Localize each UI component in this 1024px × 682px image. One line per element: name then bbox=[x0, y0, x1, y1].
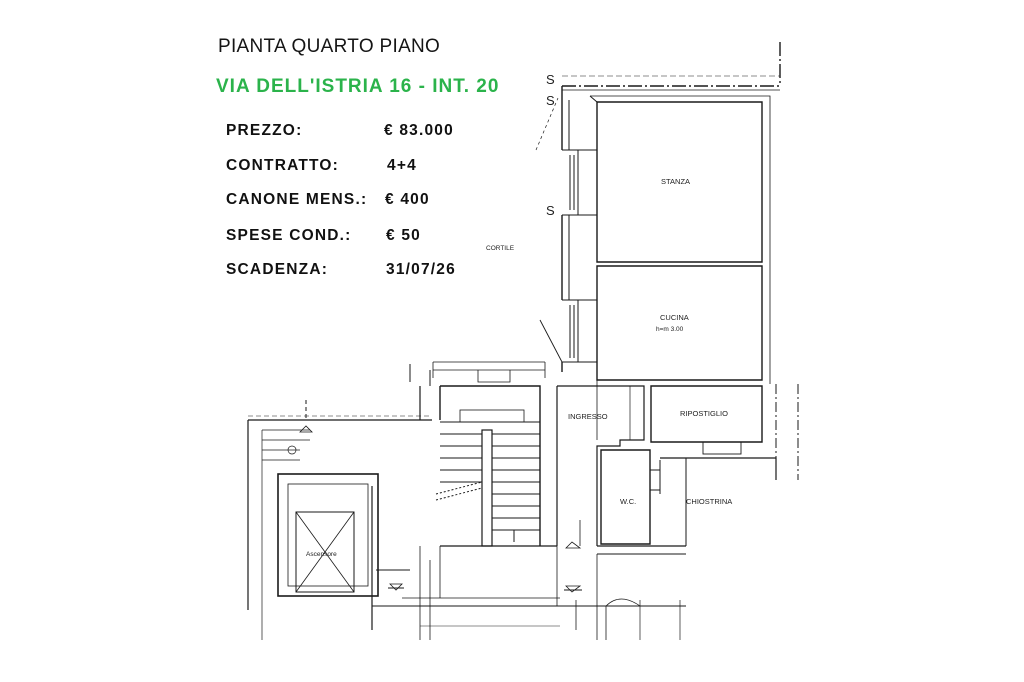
room-stanza: STANZA bbox=[661, 177, 691, 186]
property-address: VIA DELL'ISTRIA 16 - INT. 20 bbox=[216, 76, 500, 97]
monthly-rent-label: CANONE MENS.: bbox=[226, 191, 368, 208]
contract-value: 4+4 bbox=[387, 157, 417, 174]
room-ingresso: INGRESSO bbox=[568, 412, 608, 421]
marker-s3: S bbox=[546, 203, 555, 218]
condo-fees-label: SPESE COND.: bbox=[226, 227, 352, 244]
room-chiostrina: CHIOSTRINA bbox=[686, 497, 733, 506]
monthly-rent-value: € 400 bbox=[385, 191, 430, 208]
label-cortile: CORTILE bbox=[486, 245, 515, 252]
marker-s1: S bbox=[546, 72, 555, 87]
marker-s2: S bbox=[546, 93, 555, 108]
expiry-value: 31/07/26 bbox=[386, 261, 456, 278]
price-value: € 83.000 bbox=[384, 122, 454, 139]
expiry-label: SCADENZA: bbox=[226, 261, 329, 278]
room-ascensore: Ascensore bbox=[306, 551, 337, 558]
room-cucina: CUCINA bbox=[660, 313, 689, 322]
plan-title: PIANTA QUARTO PIANO bbox=[218, 36, 441, 57]
condo-fees-value: € 50 bbox=[386, 227, 421, 244]
room-wc: W.C. bbox=[620, 497, 637, 506]
room-cucina-height: h=m 3.00 bbox=[656, 326, 684, 333]
room-ripostiglio: RIPOSTIGLIO bbox=[680, 409, 728, 418]
contract-label: CONTRATTO: bbox=[226, 157, 340, 174]
price-label: PREZZO: bbox=[226, 122, 303, 139]
